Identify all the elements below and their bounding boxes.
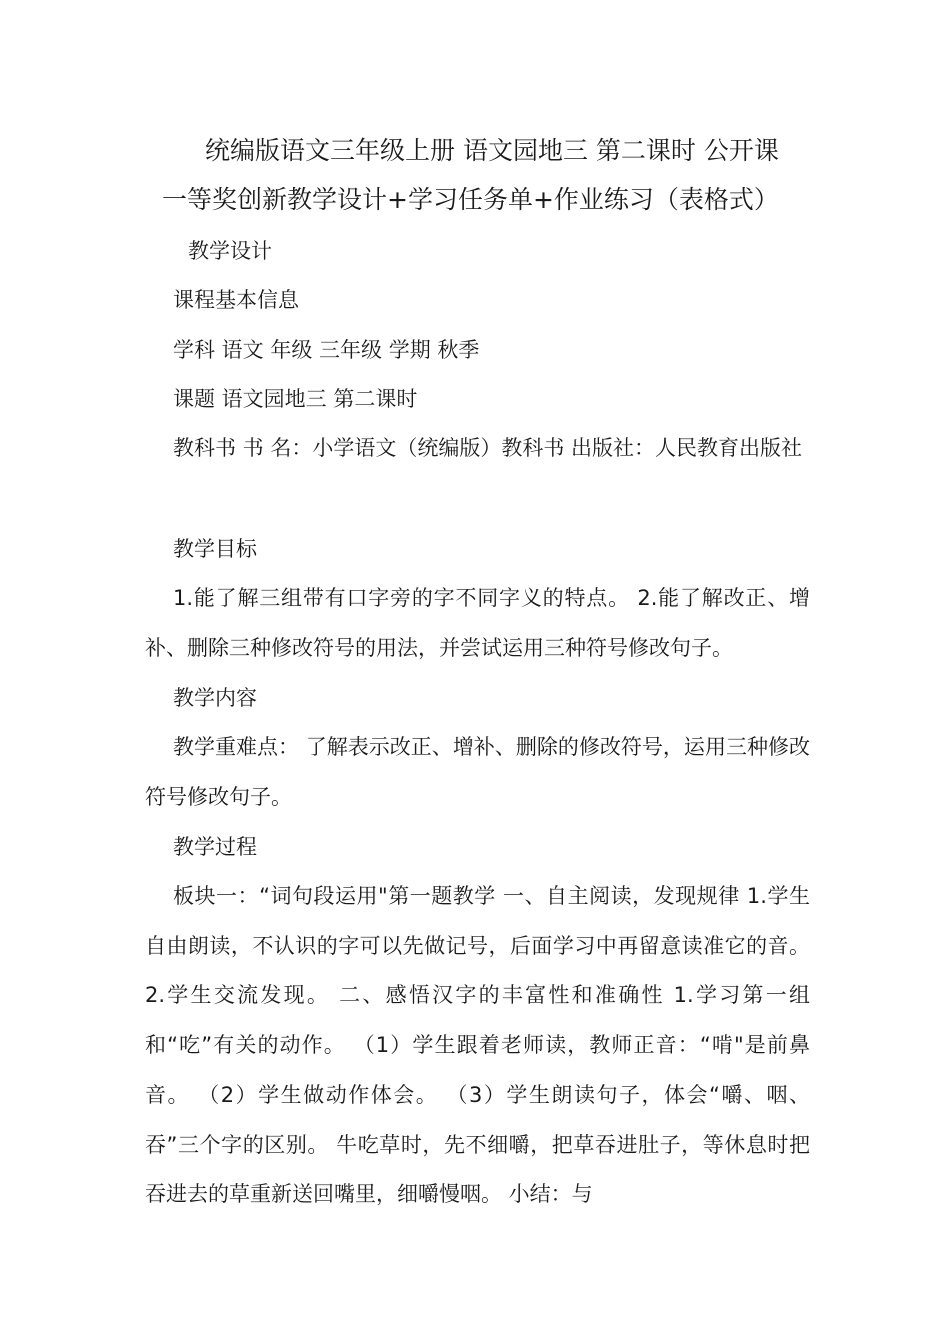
textbook-paragraph: 教科书 书 名：小学语文（统编版）教科书 出版社：人民教育出版社	[173, 436, 803, 460]
process-heading: 教学过程	[173, 835, 257, 859]
key-points-paragraph: 教学重难点： 了解表示改正、增补、删除的修改符号，运用三种修改符号修改句子。	[145, 735, 810, 809]
course-info-heading: 课程基本信息	[173, 288, 299, 312]
process-paragraph: 板块一：“词句段运用"第一题教学 一、自主阅读，发现规律 1.学生自由朗读，不认识的字可以先做记号，后面学习中再留意读准它的音。 2.学生交流发现。 二、感悟汉字的丰富性和准确性 1.学习第一组和“吃”有关的动作。 （1）学生跟着老师读，教师正音：“啃"是前鼻音。 （2）学生做动作体会。 （3）学生朗读句子，体会“嚼、咽、吞”三个字的区别。 牛吃草时，先不细嚼，把草吞进肚子，等休息时把吞进去的草重新送回嘴里，细嚼慢咽。 小结：与	[145, 884, 810, 1207]
content-heading: 教学内容	[173, 686, 257, 710]
document-title-line-1: 统编版语文三年级上册 语文园地三 第二课时 公开课	[205, 136, 779, 165]
objectives-heading: 教学目标	[173, 537, 257, 561]
document-title-line-2: 一等奖创新教学设计+学习任务单+作业练习（表格式）	[162, 185, 779, 214]
teaching-design-heading: 教学设计	[188, 239, 272, 263]
subject-line: 学科 语文 年级 三年级 学期 秋季	[173, 338, 480, 362]
topic-line: 课题 语文园地三 第二课时	[173, 387, 418, 411]
objectives-paragraph: 1.能了解三组带有口字旁的字不同字义的特点。 2.能了解改正、增补、删除三种修改符号的用法，并尝试运用三种符号修改句子。	[145, 586, 810, 660]
